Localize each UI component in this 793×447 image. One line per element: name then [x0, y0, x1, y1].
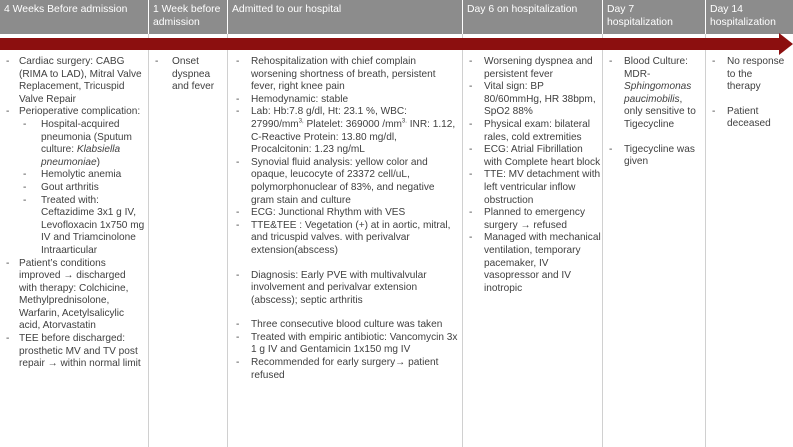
list-item: - No response to the therapy	[712, 56, 788, 94]
list-item: - Onset dyspnea and fever	[155, 56, 225, 94]
list-item: - Hemodynamic: stable	[236, 94, 460, 107]
header-1-week: 1 Week before admission	[149, 0, 228, 34]
list-item: - TTE: MV detachment with left ventricular inflow obstruction	[469, 169, 601, 207]
list-item: - ECG: Junctional Rhythm with VES	[236, 207, 460, 220]
timeline-arrow-head	[779, 33, 793, 55]
column-4-content	[469, 56, 601, 295]
column-5-content	[609, 56, 702, 169]
list-item: - Synovial fluid analysis: yellow color and opaque, leucocyte of 23372 cell/uL, polymorphonuclear of 83%, and negative gram stain and culture	[236, 157, 460, 207]
list-item: - Patient’s conditions improved → discharged with therapy: Colchicine, Methylprednisolone, Warfarin, Acetylsalicylic acid, Atorvastatin	[6, 258, 145, 334]
timeline-arrow-bar	[0, 38, 779, 50]
list-item: - Tigecycline was given	[609, 144, 702, 169]
list-item: - Three consecutive blood culture was taken	[236, 319, 460, 332]
list-item: - Patient deceased	[712, 106, 788, 131]
list-item: - Managed with mechanical ventilation, temporary pacemaker, IV vasopressor and IV inotropic	[469, 232, 601, 295]
list-item: - Blood Culture: MDR-Sphingomonas paucimobilis, only sensitive to Tigecycline	[609, 56, 702, 132]
header-day-7: Day 7 hospitalization	[603, 0, 706, 34]
header-day-6: Day 6 on hospitalization	[463, 0, 603, 34]
column-3-content	[236, 56, 460, 382]
header-admitted: Admitted to our hospital	[228, 0, 463, 34]
header-day-14: Day 14 hospitalization	[706, 0, 793, 34]
list-item: - Perioperative complication: - Hospital-acquired pneumonia (Sputum culture: Klabsiella pneumoniae) - Hemolytic anemia - Gout arthritis - Treated with: Ceftazidime 3x1 g IV, Levofloxacin 1x750 mg IV and Triamcinolone Intraarticular	[6, 106, 145, 257]
list-item: - Cardiac surgery: CABG (RIMA to LAD), Mitral Valve Replacement, Tricuspid Valve Repair	[6, 56, 145, 106]
list-item: - Physical exam: bilateral rales, cold extremities	[469, 119, 601, 144]
list-item: - Vital sign: BP 80/60mmHg, HR 38bpm, SpO2 88%	[469, 81, 601, 119]
column-6-content	[712, 56, 788, 131]
column-1-content	[6, 56, 145, 371]
list-item: - Gout arthritis	[23, 182, 145, 195]
list-item: - Hospital-acquired pneumonia (Sputum culture: Klabsiella pneumoniae)	[23, 119, 145, 169]
list-item: - Diagnosis: Early PVE with multivalvular involvement and perivalvar extension (abscess); septic arthritis	[236, 270, 460, 308]
column-2-content	[155, 56, 225, 94]
list-item: - ECG: Atrial Fibrillation with Complete heart block	[469, 144, 601, 169]
list-item: - Rehospitalization with chief complain worsening shortness of breath, persistent fever, right knee pain	[236, 56, 460, 94]
list-item: - Treated with empiric antibiotic: Vancomycin 3x 1 g IV and Gentamicin 1x150 mg IV	[236, 332, 460, 357]
list-item: - Lab: Hb:7.8 g/dl, Ht: 23.1 %, WBC: $27990/mm^{3,}$ Platelet: 369000 $/mm^{3.}$ INR: 1.12, C-Reactive Protein: 13.80 mg/dl, Procalcitonin: 1.23 ng/mL	[236, 106, 460, 156]
list-item: - Hemolytic anemia	[23, 169, 145, 182]
list-item: - Recommended for early surgery→ patient refused	[236, 357, 460, 382]
list-item: - Worsening dyspnea and persistent fever	[469, 56, 601, 81]
header-4-weeks: 4 Weeks Before admission	[0, 0, 149, 34]
list-item: - TEE before discharged: prosthetic MV and TV post repair → within normal limit	[6, 333, 145, 371]
list-item: - Planned to emergency surgery → refused	[469, 207, 601, 232]
list-item: - Treated with: Ceftazidime 3x1 g IV, Levofloxacin 1x750 mg IV and Triamcinolone Intraarticular	[23, 195, 145, 258]
list-item: - TTE&TEE : Vegetation (+) at in aortic, mitral, and tricuspid valves. with perivalvar extension(abscess)	[236, 220, 460, 258]
